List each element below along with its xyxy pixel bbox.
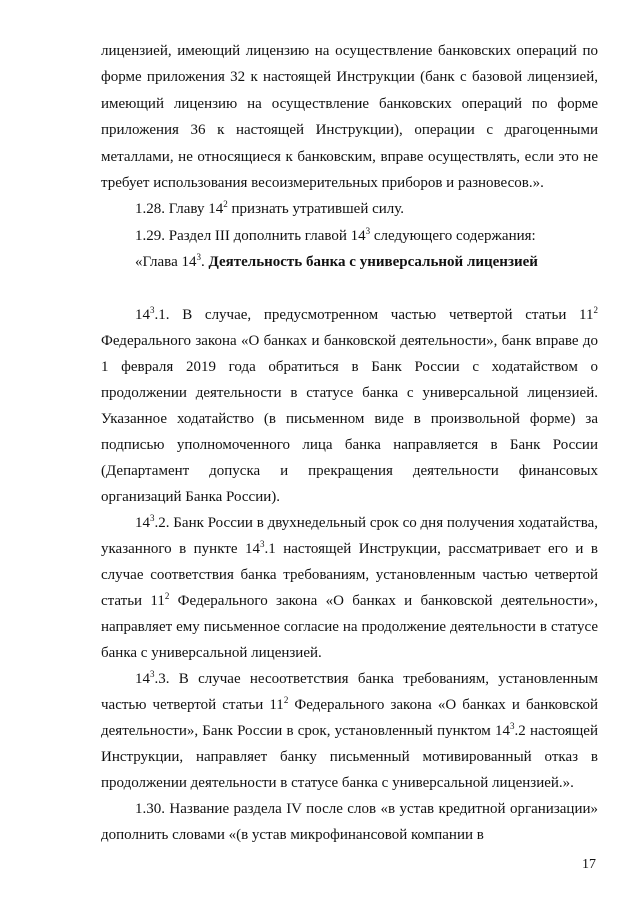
section-number: .3. xyxy=(154,670,170,687)
item-1-29 xyxy=(101,223,598,249)
section-14-3-3 xyxy=(101,666,598,796)
paragraph-text: лицензией, имеющий лицензию на осуществление банковских операций по форме приложения 32 к настоящей Инструкции (банк с базовой лицензией, имеющий лицензию на осуществление банковских операций по форме приложения 36 к настоящей Инструкции), операции с драгоценными металлами, не относящиеся к банковским, вправе осуществлять, если это не требует использования весоизмерительных приборов и разновесов.». xyxy=(101,43,598,192)
section-number: .1. xyxy=(154,306,170,323)
section-text: В случае несоответствия банка требованиям, установленным частью четвертой статьи 11 xyxy=(101,670,598,713)
chapter-heading xyxy=(101,249,598,275)
superscript: 2 xyxy=(283,694,289,705)
blank-line xyxy=(101,276,598,302)
item-text: признать утратившей силу. xyxy=(227,201,405,218)
section-text: Федерального закона «О банках и банковской деятельности», направляет ему письменное согласие на продолжение деятельности в статусе банка с универсальной лицензией. xyxy=(101,592,598,661)
page-number: 17 xyxy=(582,857,596,872)
section-text: Банк России в двухнедельный срок со дня получения ходатайства, указанного в пункте 14 xyxy=(101,514,598,557)
paragraph-continuation xyxy=(101,38,598,196)
chapter-dot: . xyxy=(200,254,209,271)
superscript: 3 xyxy=(150,668,155,679)
section-14-3-2 xyxy=(101,510,598,666)
section-text: Федерального закона «О банках и банковской деятельности», Банк России в срок, установленный пунктом 14 xyxy=(101,696,598,739)
superscript: 3 xyxy=(150,512,155,523)
item-1-30 xyxy=(101,796,598,848)
section-text: .2 настоящей Инструкции, направляет банку письменный мотивированный отказ в продолжении деятельности в статусе банка с универсальной лицензией.». xyxy=(101,722,598,791)
section-number: .2. xyxy=(154,514,170,531)
document-body xyxy=(101,38,598,848)
section-text: Федерального закона «О банках и банковской деятельности», банк вправе до 1 февраля 2019 года обратиться в Банк России с ходатайством о продолжении деятельности в статусе банка с универсальной лицензией. Указанное ходатайство (в письменном виде в произвольной форме) за подписью уполномоченного лица банка направляется в Банк России (Департамент допуска и прекращения деятельности финансовых организаций Банка России). xyxy=(101,332,598,505)
item-text: следующего содержания: xyxy=(370,227,536,244)
superscript: 3 xyxy=(365,225,371,236)
item-text: 1.29. Раздел III дополнить главой 14 xyxy=(135,227,366,244)
item-1-28 xyxy=(101,196,598,222)
section-14-3-1 xyxy=(101,302,598,510)
section-number: 14 xyxy=(135,514,150,531)
item-text: 1.28. Главу 14 xyxy=(135,201,224,218)
section-number: 14 xyxy=(135,670,150,687)
superscript: 3 xyxy=(510,720,515,731)
superscript: 2 xyxy=(593,304,598,315)
superscript: 2 xyxy=(164,590,170,601)
section-text: В случае, предусмотренном частью четвертой статьи 11 xyxy=(169,306,594,323)
superscript: 3 xyxy=(150,304,155,315)
chapter-prefix: «Глава 14 xyxy=(135,254,197,271)
superscript: 3 xyxy=(196,252,201,263)
chapter-title: Деятельность банка с универсальной лицензией xyxy=(208,254,538,271)
superscript: 3 xyxy=(260,538,265,549)
section-number: 14 xyxy=(135,306,150,323)
superscript: 2 xyxy=(223,199,228,210)
item-text: 1.30. Название раздела IV после слов «в устав кредитной организации» дополнить словами «(в устав микрофинансовой компании в xyxy=(101,800,598,843)
section-text: .1 настоящей Инструкции, рассматривает его и в случае соответствия банка требованиям, установленным частью четвертой статьи 11 xyxy=(101,540,598,609)
